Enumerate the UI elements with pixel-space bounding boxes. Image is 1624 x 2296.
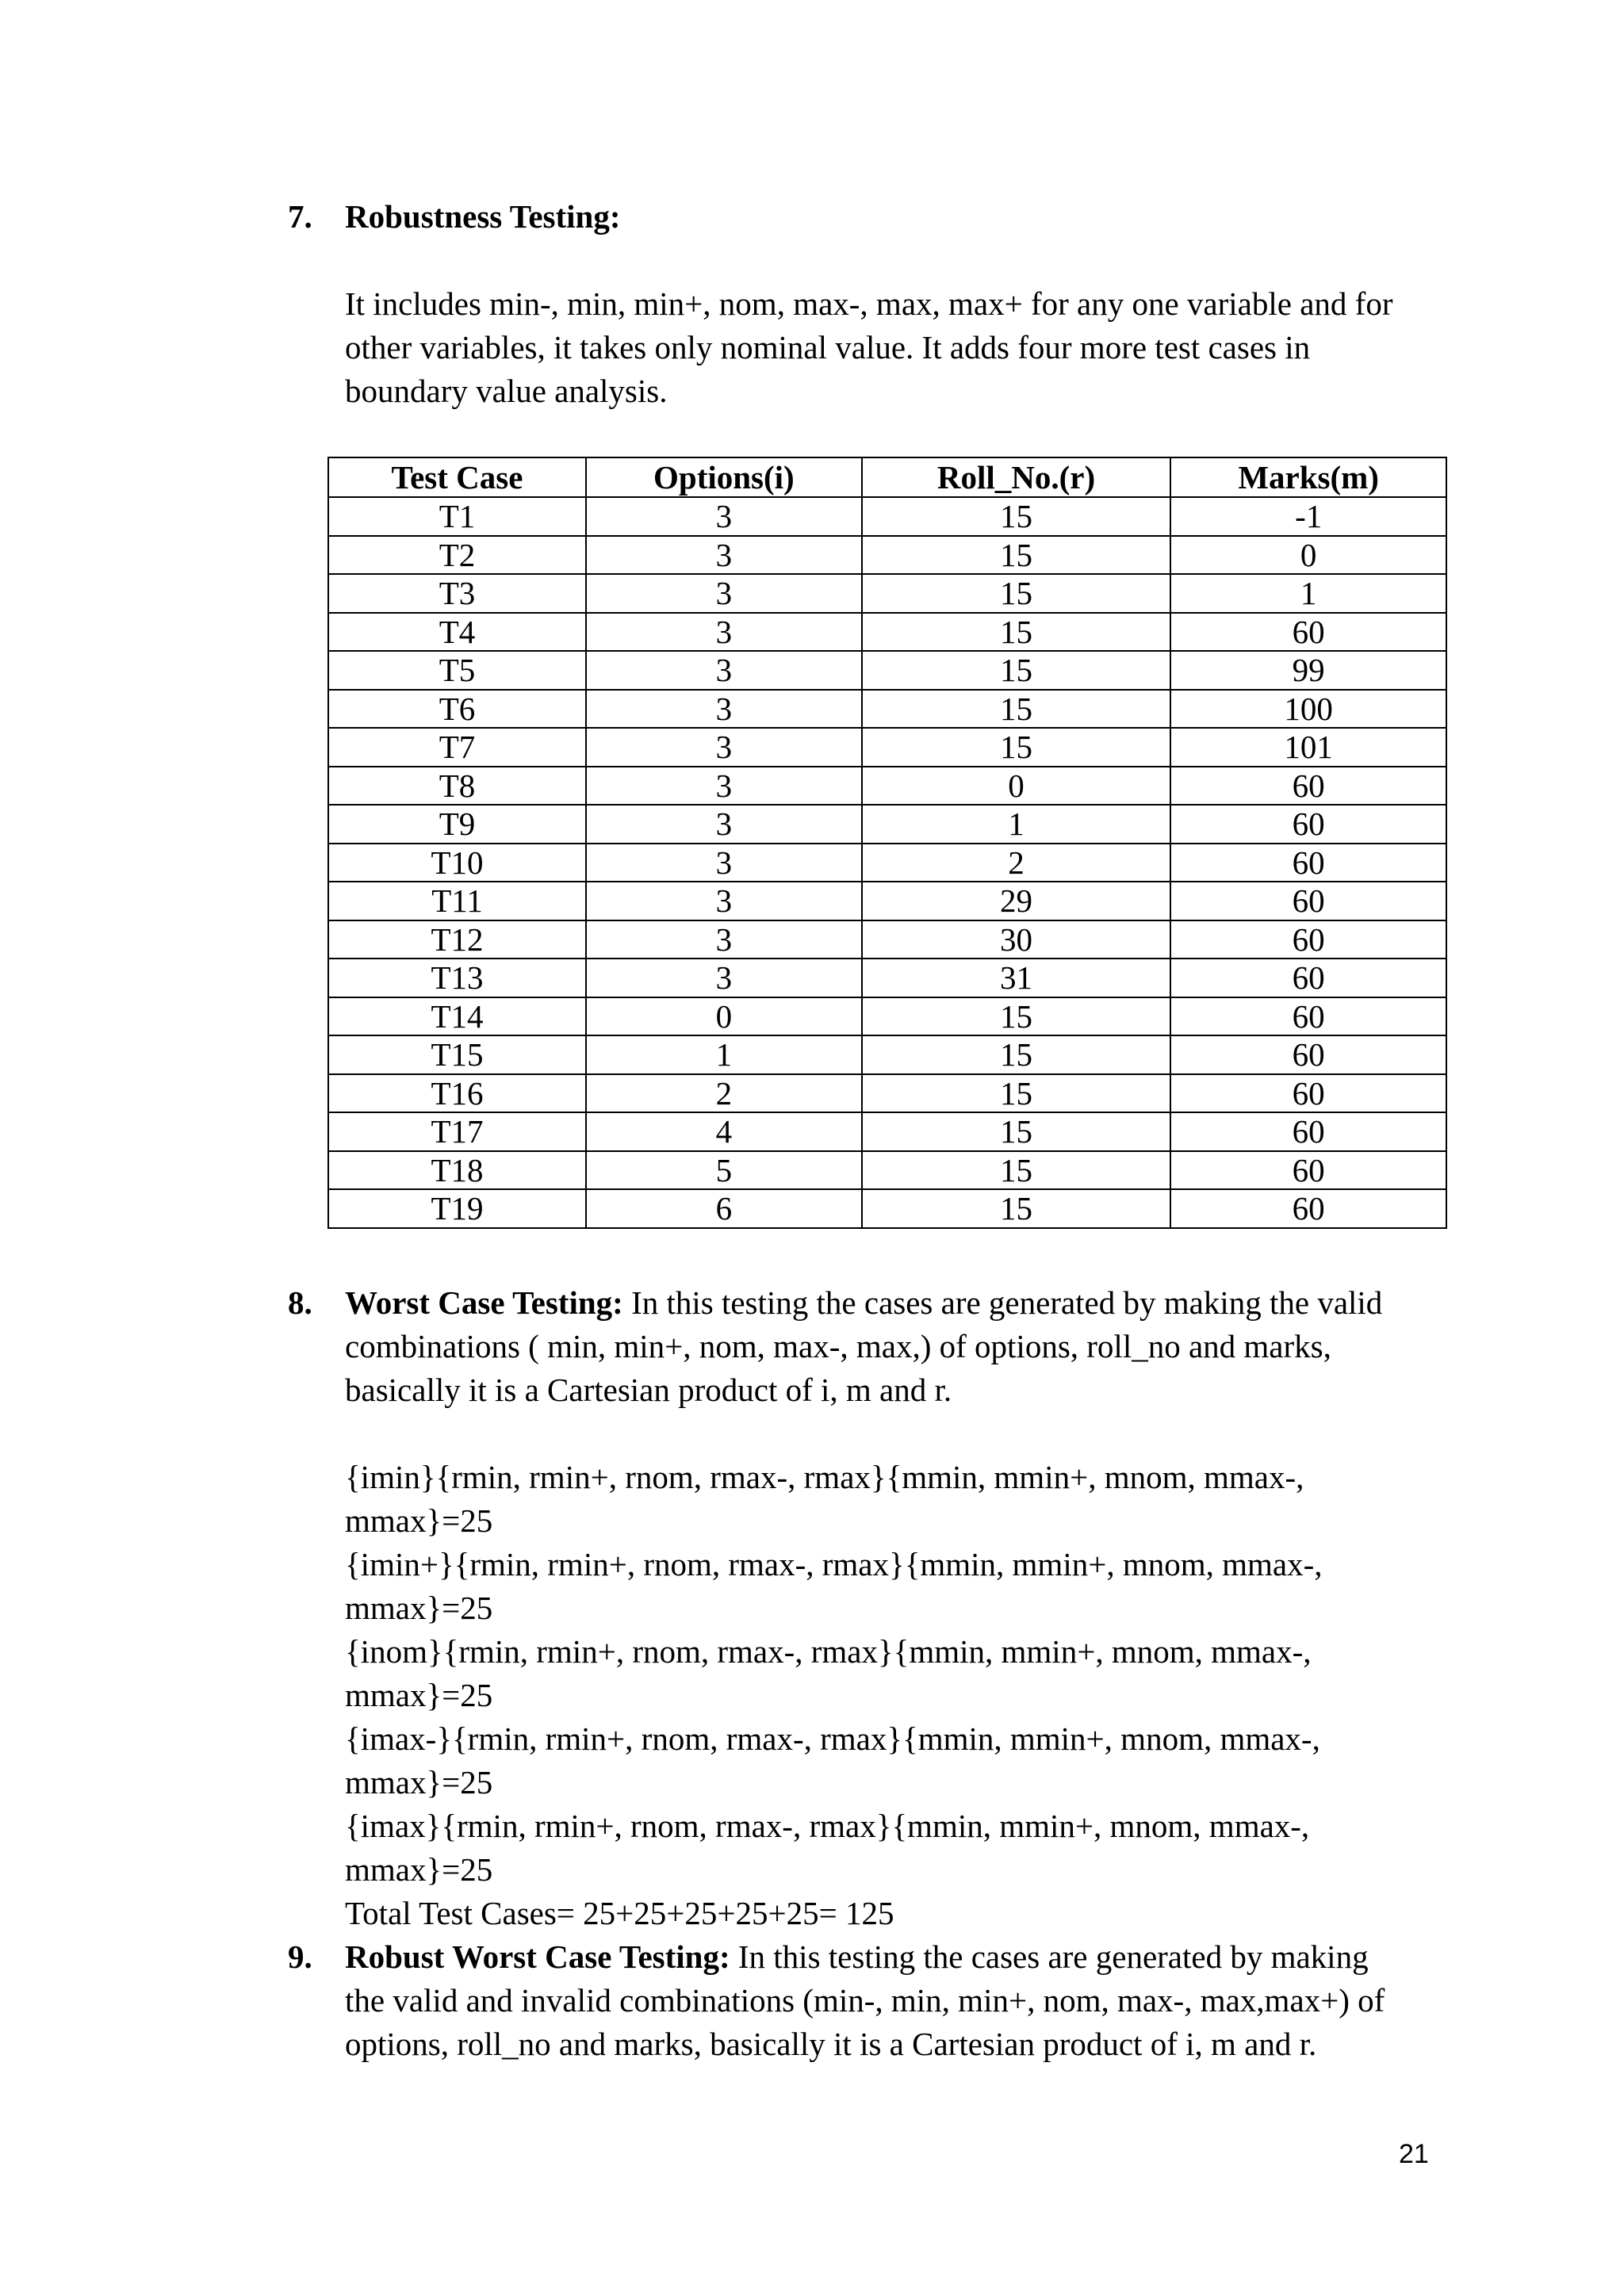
table-cell: T14 [328, 997, 586, 1036]
table-cell: T16 [328, 1074, 586, 1113]
table-cell: 15 [862, 728, 1171, 767]
table-cell: 3 [586, 536, 862, 575]
table-row [328, 728, 1446, 767]
table-cell: 1 [586, 1035, 862, 1074]
table-cell: 3 [586, 728, 862, 767]
table-cell: 60 [1170, 1189, 1446, 1228]
table-cell: 99 [1170, 651, 1446, 690]
paragraph-line: other variables, it takes only nominal value. It adds four more test cases in [345, 329, 1311, 365]
table-cell: 1 [862, 805, 1171, 844]
table-row [328, 1189, 1446, 1228]
table-cell: T18 [328, 1151, 586, 1190]
table-row [328, 1074, 1446, 1113]
section-8-title: Worst Case Testing: [345, 1284, 623, 1321]
table-cell: T19 [328, 1189, 586, 1228]
combination-line: {imax-}{rmin, rmin+, rnom, rmax-, rmax}{mmin, mmin+, mnom, mmax-, [345, 1720, 1320, 1757]
table-cell: 60 [1170, 767, 1446, 806]
combination-line: mmax}=25 [345, 1764, 493, 1800]
table-cell: 15 [862, 574, 1171, 613]
table-row [328, 536, 1446, 575]
section-7-paragraph [345, 282, 1471, 413]
paragraph-line: basically it is a Cartesian product of i, m and r. [345, 1372, 952, 1408]
table-cell: 3 [586, 651, 862, 690]
table-cell: 3 [586, 882, 862, 920]
table-cell: 15 [862, 997, 1171, 1036]
table-cell: 3 [586, 959, 862, 997]
section-8-intro: In this testing the cases are generated by making the valid [622, 1284, 1383, 1321]
table-cell: 30 [862, 920, 1171, 959]
table-cell: 0 [1170, 536, 1446, 575]
table-cell: 60 [1170, 959, 1446, 997]
column-header: Options(i) [586, 457, 862, 497]
table-cell: 3 [586, 844, 862, 882]
table-cell: 3 [586, 920, 862, 959]
table-cell: T15 [328, 1035, 586, 1074]
table-cell: 60 [1170, 805, 1446, 844]
table-cell: 60 [1170, 613, 1446, 652]
table-row [328, 651, 1446, 690]
table-cell: -1 [1170, 497, 1446, 536]
table-cell: T17 [328, 1112, 586, 1151]
table-cell: 3 [586, 574, 862, 613]
section-9-intro: In this testing the cases are generated by making [730, 1938, 1369, 1975]
table-cell: 2 [862, 844, 1171, 882]
combination-line: mmax}=25 [345, 1677, 493, 1713]
table-cell: 15 [862, 651, 1171, 690]
table-cell: 101 [1170, 728, 1446, 767]
table-cell: 15 [862, 1074, 1171, 1113]
table-cell: 1 [1170, 574, 1446, 613]
table-row [328, 1151, 1446, 1190]
table-row [328, 1035, 1446, 1074]
table-cell: 15 [862, 1112, 1171, 1151]
table-row [328, 1112, 1446, 1151]
section-9-title: Robust Worst Case Testing: [345, 1938, 730, 1975]
table-cell: T10 [328, 844, 586, 882]
table-cell: 0 [586, 997, 862, 1036]
table-row [328, 497, 1446, 536]
paragraph-line: combinations ( min, min+, nom, max-, max,) of options, roll_no and marks, [345, 1328, 1331, 1364]
combination-line: mmax}=25 [345, 1502, 493, 1539]
table-row [328, 574, 1446, 613]
table-cell: 15 [862, 1151, 1171, 1190]
table-cell: 15 [862, 536, 1171, 575]
table-cell: 3 [586, 497, 862, 536]
combination-list [345, 1456, 1471, 1935]
section-8-paragraph [345, 1281, 1471, 1412]
table-cell: 15 [862, 690, 1171, 729]
combination-line: {inom}{rmin, rmin+, rnom, rmax-, rmax}{mmin, mmin+, mnom, mmax-, [345, 1633, 1312, 1670]
combination-line: {imax}{rmin, rmin+, rnom, rmax-, rmax}{mmin, mmin+, mnom, mmax-, [345, 1808, 1310, 1844]
paragraph-line: It includes min-, min, min+, nom, max-, max, max+ for any one variable and for [345, 285, 1393, 322]
table-body [328, 497, 1446, 1228]
table-row [328, 690, 1446, 729]
table-cell: 60 [1170, 1151, 1446, 1190]
table-cell: T11 [328, 882, 586, 920]
table-cell: 29 [862, 882, 1171, 920]
table-cell: T12 [328, 920, 586, 959]
table-cell: 6 [586, 1189, 862, 1228]
section-8-number: 8. [288, 1284, 312, 1321]
table-row [328, 767, 1446, 806]
table-cell: 3 [586, 613, 862, 652]
table-cell: T3 [328, 574, 586, 613]
table-cell: T13 [328, 959, 586, 997]
table-header-row [328, 457, 1446, 497]
table-cell: 15 [862, 1035, 1171, 1074]
table-cell: 100 [1170, 690, 1446, 729]
section-7-title: Robustness Testing: [345, 198, 621, 235]
section-7-number: 7. [288, 198, 312, 235]
table-cell: 60 [1170, 882, 1446, 920]
table-cell: 3 [586, 690, 862, 729]
table-cell: 3 [586, 767, 862, 806]
table-cell: 31 [862, 959, 1171, 997]
combination-line: {imin+}{rmin, rmin+, rnom, rmax-, rmax}{mmin, mmin+, mnom, mmax-, [345, 1546, 1323, 1582]
combination-line: mmax}=25 [345, 1590, 493, 1626]
page-number: 21 [1399, 2139, 1429, 2169]
table-cell: 15 [862, 1189, 1171, 1228]
table-cell: T5 [328, 651, 586, 690]
column-header: Roll_No.(r) [862, 457, 1171, 497]
combination-line: mmax}=25 [345, 1851, 493, 1888]
table-cell: T2 [328, 536, 586, 575]
test-case-table [327, 457, 1447, 1229]
section-9-number: 9. [288, 1938, 312, 1975]
paragraph-line: options, roll_no and marks, basically it is a Cartesian product of i, m and r. [345, 2026, 1317, 2062]
table-cell: T7 [328, 728, 586, 767]
table-cell: T9 [328, 805, 586, 844]
table-row [328, 959, 1446, 997]
paragraph-line [345, 1935, 1471, 1979]
table-cell: 60 [1170, 920, 1446, 959]
table-row [328, 844, 1446, 882]
table-cell: 60 [1170, 1112, 1446, 1151]
column-header: Marks(m) [1170, 457, 1446, 497]
table-cell: 5 [586, 1151, 862, 1190]
table-cell: 15 [862, 497, 1171, 536]
table-cell: T8 [328, 767, 586, 806]
table-cell: 60 [1170, 1035, 1446, 1074]
table-row [328, 997, 1446, 1036]
table-cell: 3 [586, 805, 862, 844]
table-cell: 60 [1170, 1074, 1446, 1113]
paragraph-line: the valid and invalid combinations (min-, min, min+, nom, max-, max,max+) of [345, 1982, 1385, 2019]
table-cell: 15 [862, 613, 1171, 652]
column-header: Test Case [328, 457, 586, 497]
total-test-cases: Total Test Cases= 25+25+25+25+25= 125 [345, 1895, 894, 1931]
table-cell: 60 [1170, 997, 1446, 1036]
table-cell: 4 [586, 1112, 862, 1151]
table-row [328, 805, 1446, 844]
section-9-paragraph [345, 1935, 1471, 2066]
paragraph-line [345, 1281, 1471, 1325]
table-row [328, 920, 1446, 959]
table-cell: T6 [328, 690, 586, 729]
table-row [328, 882, 1446, 920]
table-cell: T4 [328, 613, 586, 652]
combination-line: {imin}{rmin, rmin+, rnom, rmax-, rmax}{mmin, mmin+, mnom, mmax-, [345, 1459, 1304, 1495]
paragraph-line: boundary value analysis. [345, 373, 668, 409]
table-cell: 0 [862, 767, 1171, 806]
table-row [328, 613, 1446, 652]
table-cell: 60 [1170, 844, 1446, 882]
table-cell: 2 [586, 1074, 862, 1113]
table-cell: T1 [328, 497, 586, 536]
